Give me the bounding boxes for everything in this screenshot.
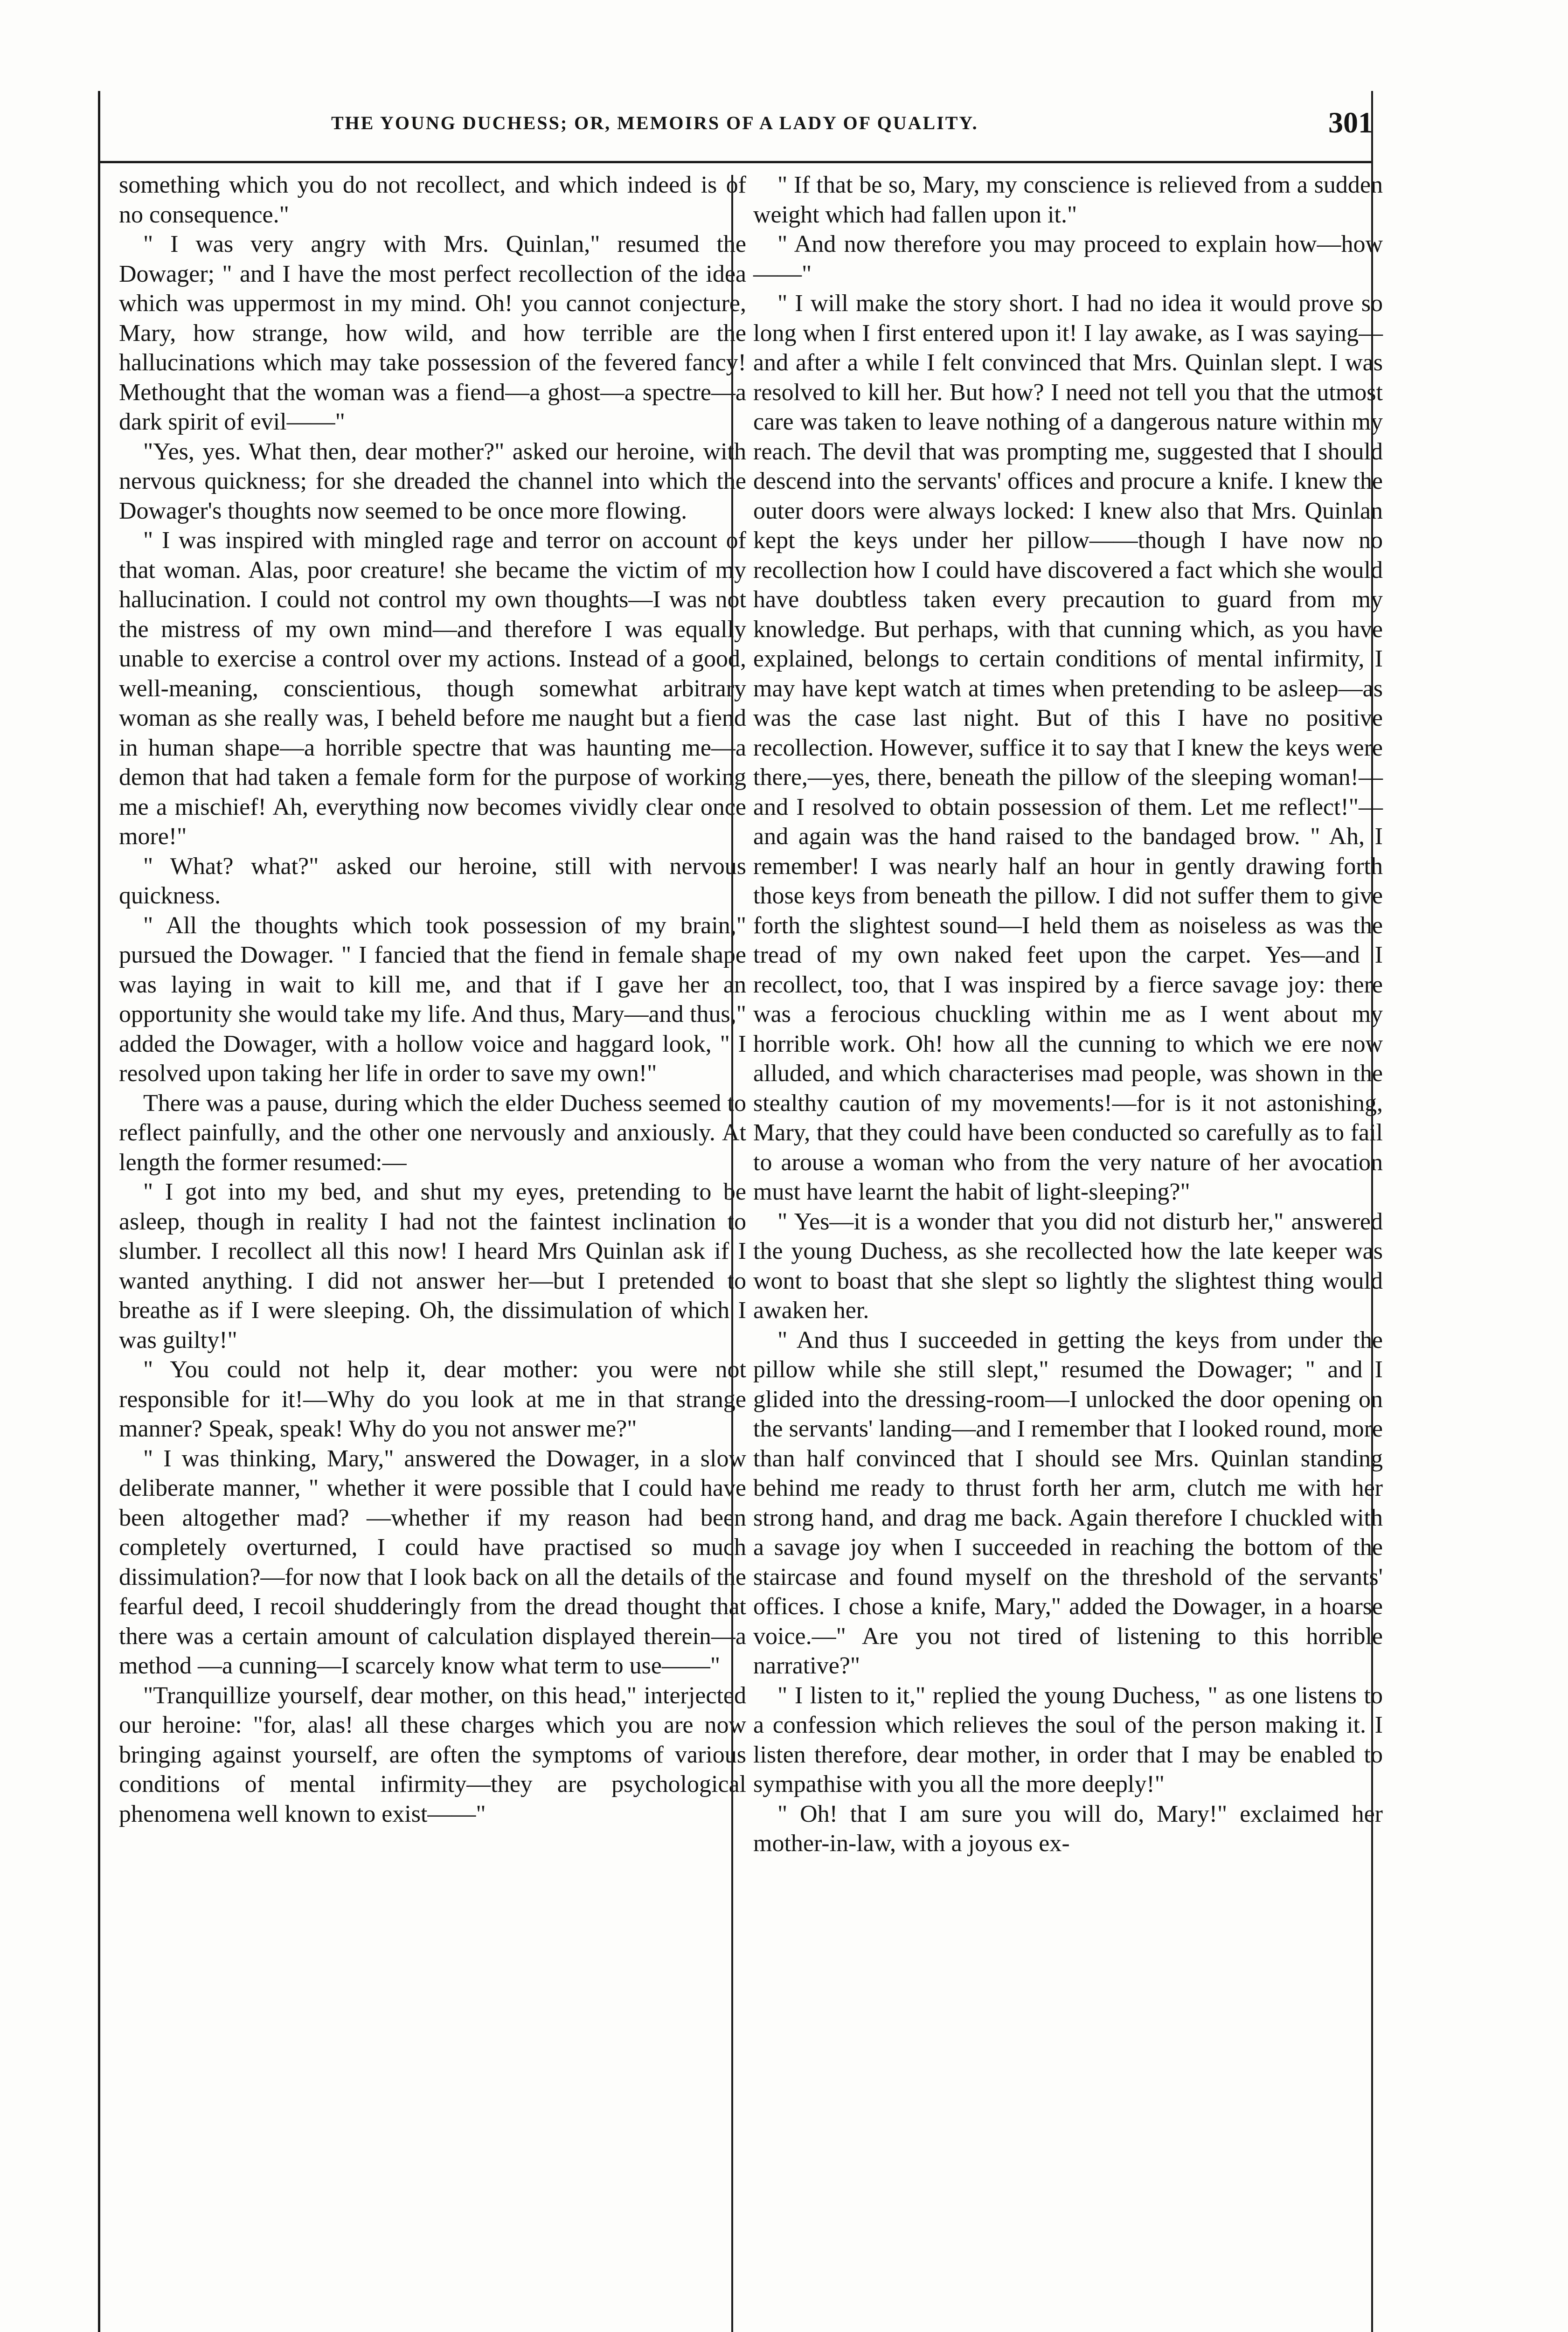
left-column bbox=[119, 170, 746, 1829]
paragraph: " All the thoughts which took possession of my brain," pursued the Dowager. " I fancied that the fiend in female shape was laying in wait to kill me, and that if I gave her an opportunity she would take my life. And thus, Mary—and thus," added the Dowager, with a hollow voice and haggard look, " I resolved upon taking her life in order to save my own!" bbox=[119, 912, 746, 1087]
paragraph: " I got into my bed, and shut my eyes, pretending to be asleep, though in reality I had not the faintest inclination to slumber. I recollect all this now! I heard Mrs Quinlan ask if I wanted anything. I did not answer her—but I pretended to breathe as if I were sleeping. Oh, the dissimulation of which I was guilty!" bbox=[119, 1179, 746, 1353]
paragraph: " And thus I succeeded in getting the keys from under the pillow while she still slept," resumed the Dowager; " and I glided into the dressing-room—I unlocked the door opening on the servants' landing—and I remember that I looked round, more than half convinced that I should see Mrs. Quinlan standing behind me ready to thrust forth her arm, clutch me with her strong hand, and drag me back. Again therefore I chuckled with a savage joy when I succeeded in reaching the bottom of the staircase and found myself on the threshold of the servants' offices. I chose a knife, Mary," added the Dowager, in a hoarse voice.—" Are you not tired of listening to this horrible narrative?" bbox=[753, 1326, 1383, 1679]
running-title: THE YOUNG DUCHESS; OR, MEMOIRS OF A LADY OF QUALITY. bbox=[331, 112, 978, 133]
header-rule bbox=[98, 161, 1373, 163]
paragraph: " You could not help it, dear mother: you were not responsible for it!—Why do you look at me in that strange manner? Speak, speak! Why do you not answer me?" bbox=[119, 1356, 746, 1442]
column-divider bbox=[731, 175, 733, 2332]
paragraph: " I will make the story short. I had no idea it would prove so long when I first entered upon it! I lay awake, as I was saying—and after a while I felt convinced that Mrs. Quinlan slept. I was resolved to kill her. But how? I need not tell you that the utmost care was taken to leave nothing of a dangerous nature within my reach. The devil that was prompting me, suggested that I should descend into the servants' offices and procure a knife. I knew the outer doors were always locked: I knew also that Mrs. Quinlan kept the keys under her pillow——though I have now no recollection how I could have discovered a fact which she would have doubtless taken every precaution to guard from my knowledge. But perhaps, with that cunning which, as you have explained, belongs to certain conditions of mental infirmity, I may have kept watch at times when pretending to be asleep—as was the case last night. But of this I have no positive recollection. However, suffice it to say that I knew the keys were there,—yes, there, beneath the pillow of the sleeping woman!—and I resolved to obtain possession of them. Let me reflect!"—and again was the hand raised to the bandaged brow. " Ah, I remember! I was nearly half an hour in gently drawing forth those keys from beneath the pillow. I did not suffer them to give forth the slightest sound—I held them as noiseless as was the tread of my own naked feet upon the carpet. Yes—and I recollect, too, that I was inspired by a fierce savage joy: there was a ferocious chuckling within me as I went about my horrible work. Oh! how all the cunning to which we ere now alluded, and which characterises mad people, was shown in the stealthy caution of my movements!—for is it not astonishing, Mary, that they could have been conducted so carefully as to fail to arouse a woman who from the very nature of her avocation must have learnt the habit of light-sleeping?" bbox=[753, 290, 1383, 1205]
paragraph: " And now therefore you may proceed to explain how—how——" bbox=[753, 231, 1383, 287]
paragraph: " I listen to it," replied the young Duchess, " as one listens to a confession which relieves the soul of the person making it. I listen therefore, dear mother, in order that I may be enabled to sympathise with you all the more deeply!" bbox=[753, 1682, 1383, 1798]
paragraph: " What? what?" asked our heroine, still with nervous quickness. bbox=[119, 853, 746, 909]
page-header bbox=[98, 102, 1373, 158]
paragraph: " Yes—it is a wonder that you did not disturb her," answered the young Duchess, as she recollected how the late keeper was wont to boast that she slept so lightly the slightest thing would awaken her. bbox=[753, 1208, 1383, 1324]
right-column bbox=[753, 170, 1383, 1859]
paragraph: "Tranquillize yourself, dear mother, on this head," interjected our heroine: "for, alas! all these charges which you are now bringing against yourself, are often the symptoms of various conditions of mental infirmity—they are psychological phenomena well known to exist——" bbox=[119, 1682, 746, 1827]
page-number: 301 bbox=[1328, 106, 1373, 139]
paragraph: something which you do not recollect, and which indeed is of no consequence." bbox=[119, 172, 746, 228]
paragraph: " I was thinking, Mary," answered the Dowager, in a slow deliberate manner, " whether it were possible that I could have been altogether mad? —whether if my reason had been completely overturned, I could have practised so much dissimulation?—for now that I look back on all the details of the fearful deed, I recoil shudderingly from the dread thought that there was a certain amount of calculation displayed therein—a method —a cunning—I scarcely know what term to use——" bbox=[119, 1445, 746, 1679]
paragraph: " I was very angry with Mrs. Quinlan," resumed the Dowager; " and I have the most perfect recollection of the idea which was uppermost in my mind. Oh! you cannot conjecture, Mary, how strange, how wild, and how terrible are the hallucinations which may take possession of the fevered fancy! Methought that the woman was a fiend—a ghost—a spectre—a dark spirit of evil——" bbox=[119, 231, 746, 435]
paragraph: "Yes, yes. What then, dear mother?" asked our heroine, with nervous quickness; for she dreaded the channel into which the Dowager's thoughts now seemed to be once more flowing. bbox=[119, 438, 746, 524]
paragraph: " If that be so, Mary, my conscience is relieved from a sudden weight which had fallen upon it." bbox=[753, 172, 1383, 228]
paragraph: " I was inspired with mingled rage and terror on account of that woman. Alas, poor creature! she became the victim of my hallucination. I could not control my own thoughts—I was not the mistress of my own mind—and therefore I was equally unable to exercise a control over my actions. Instead of a good, well-meaning, conscientious, though somewhat arbitrary woman as she really was, I beheld before me naught but a fiend in human shape—a horrible spectre that was haunting me—a demon that had taken a female form for the purpose of working me a mischief! Ah, everything now becomes vividly clear once more!" bbox=[119, 527, 746, 850]
paragraph: There was a pause, during which the elder Duchess seemed to reflect painfully, and the other one nervously and anxiously. At length the former resumed:— bbox=[119, 1090, 746, 1176]
paragraph: " Oh! that I am sure you will do, Mary!" exclaimed her mother-in-law, with a joyous ex- bbox=[753, 1800, 1383, 1857]
